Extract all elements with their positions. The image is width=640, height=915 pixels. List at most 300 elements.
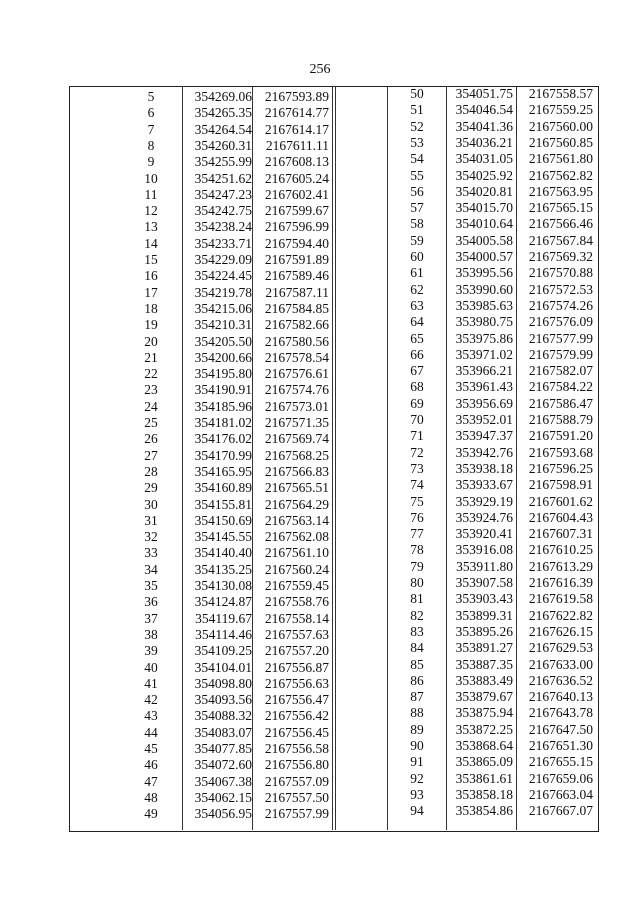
point-number: 46 [144, 757, 158, 773]
table-row [69, 184, 599, 200]
x-coordinate: 354150.69 [194, 512, 252, 528]
table-row [69, 119, 599, 135]
point-number: 73 [410, 460, 424, 476]
table-row [69, 738, 599, 754]
x-coordinate: 353875.94 [455, 705, 513, 721]
point-number: 26 [144, 431, 158, 447]
y-coordinate: 2167566.46 [528, 216, 593, 232]
table-row [69, 86, 599, 102]
table-row [69, 151, 599, 167]
table-row [69, 673, 599, 689]
y-coordinate: 2167667.07 [528, 803, 593, 819]
x-coordinate: 354051.75 [455, 86, 513, 101]
x-coordinate: 354205.50 [194, 333, 252, 349]
point-number: 23 [144, 382, 158, 398]
table-row [69, 510, 599, 526]
x-coordinate: 353899.31 [455, 607, 513, 623]
x-coordinate: 353916.08 [455, 542, 513, 558]
y-coordinate: 2167584.85 [264, 300, 329, 316]
table-row [69, 200, 599, 216]
y-coordinate: 2167556.42 [264, 708, 329, 724]
point-number: 71 [410, 428, 424, 444]
x-coordinate: 354041.36 [455, 118, 513, 134]
x-coordinate: 354219.78 [194, 284, 252, 300]
x-coordinate: 354229.09 [194, 252, 252, 267]
table-row [69, 542, 599, 558]
y-coordinate: 2167633.00 [528, 656, 593, 672]
point-number: 90 [410, 738, 424, 753]
table-row [69, 102, 599, 118]
point-number: 61 [410, 265, 424, 281]
x-coordinate: 354242.75 [194, 203, 252, 219]
x-coordinate: 353924.76 [455, 509, 513, 525]
y-coordinate: 2167558.14 [264, 610, 329, 626]
y-coordinate: 2167626.15 [528, 623, 593, 639]
x-coordinate: 353942.76 [455, 444, 513, 460]
x-coordinate: 354140.40 [194, 545, 252, 561]
y-coordinate: 2167557.99 [264, 806, 329, 822]
table-row [69, 591, 599, 607]
y-coordinate: 2167571.35 [264, 415, 329, 430]
y-coordinate: 2167556.45 [264, 724, 329, 740]
table-row [69, 608, 599, 624]
point-number: 93 [410, 786, 424, 802]
x-coordinate: 354088.32 [194, 708, 252, 724]
point-number: 39 [144, 643, 158, 659]
table-row [69, 771, 599, 787]
point-number: 21 [144, 349, 158, 365]
y-coordinate: 2167556.47 [264, 692, 329, 708]
y-coordinate: 2167589.46 [264, 268, 329, 284]
point-number: 62 [410, 281, 424, 297]
y-coordinate: 2167563.95 [528, 183, 593, 199]
x-coordinate: 353868.64 [455, 738, 513, 753]
x-coordinate: 354160.89 [194, 480, 252, 496]
x-coordinate: 353891.27 [455, 640, 513, 656]
y-coordinate: 2167616.39 [528, 575, 593, 590]
x-coordinate: 353971.02 [455, 346, 513, 362]
y-coordinate: 2167557.09 [264, 773, 329, 789]
table-row [69, 314, 599, 330]
point-number: 42 [144, 692, 158, 708]
table-row [69, 575, 599, 591]
point-number: 53 [410, 134, 424, 150]
x-coordinate: 354251.62 [194, 170, 252, 186]
point-number: 72 [410, 444, 424, 460]
point-number: 86 [410, 672, 424, 688]
point-number: 92 [410, 770, 424, 786]
x-coordinate: 354260.31 [194, 137, 252, 153]
x-coordinate: 353907.58 [455, 575, 513, 590]
y-coordinate: 2167556.80 [264, 757, 329, 773]
y-coordinate: 2167560.00 [528, 118, 593, 134]
point-number: 13 [144, 219, 158, 235]
point-number: 34 [144, 561, 158, 577]
y-coordinate: 2167587.11 [265, 284, 329, 300]
x-coordinate: 354056.95 [194, 806, 252, 822]
x-coordinate: 354114.46 [195, 626, 252, 642]
table-row [69, 347, 599, 363]
point-number: 19 [144, 317, 158, 333]
point-number: 77 [410, 526, 424, 542]
y-coordinate: 2167574.76 [264, 382, 329, 398]
point-number: 8 [147, 137, 155, 153]
y-coordinate: 2167655.15 [528, 754, 593, 770]
y-coordinate: 2167556.87 [264, 659, 329, 675]
y-coordinate: 2167582.07 [528, 363, 593, 379]
point-number: 66 [410, 346, 424, 362]
point-number: 52 [410, 118, 424, 134]
point-number: 81 [410, 591, 424, 607]
y-coordinate: 2167659.06 [528, 770, 593, 786]
x-coordinate: 354247.23 [194, 186, 252, 202]
point-number: 47 [144, 773, 158, 789]
x-coordinate: 354145.55 [194, 529, 252, 545]
x-coordinate: 353961.43 [455, 379, 513, 395]
x-coordinate: 354181.02 [194, 415, 252, 430]
y-coordinate: 2167561.10 [264, 545, 329, 561]
table-row [69, 265, 599, 281]
point-number: 14 [144, 235, 158, 251]
y-coordinate: 2167582.66 [264, 317, 329, 333]
point-number: 50 [410, 86, 424, 101]
point-number: 11 [144, 186, 158, 202]
y-coordinate: 2167566.83 [264, 463, 329, 479]
table-row [69, 559, 599, 575]
point-number: 16 [144, 268, 158, 284]
table-row [69, 379, 599, 395]
x-coordinate: 354072.60 [194, 757, 252, 773]
point-number: 57 [410, 200, 424, 216]
point-number: 18 [144, 300, 158, 316]
x-coordinate: 354135.25 [194, 561, 252, 577]
point-number: 31 [144, 512, 158, 528]
y-coordinate: 2167560.85 [528, 134, 593, 150]
x-coordinate: 354031.05 [455, 151, 513, 167]
y-coordinate: 2167562.08 [264, 529, 329, 545]
point-number: 12 [144, 203, 158, 219]
y-coordinate: 2167619.58 [528, 591, 593, 607]
y-coordinate: 2167594.40 [264, 235, 329, 251]
y-coordinate: 2167591.89 [264, 252, 329, 267]
y-coordinate: 2167558.57 [528, 86, 593, 101]
point-number: 84 [410, 640, 424, 656]
y-coordinate: 2167605.24 [264, 170, 329, 186]
y-coordinate: 2167611.11 [265, 137, 329, 153]
y-coordinate: 2167591.20 [528, 428, 593, 444]
y-coordinate: 2167593.68 [528, 444, 593, 460]
y-coordinate: 2167565.51 [264, 480, 329, 496]
x-coordinate: 354005.58 [455, 232, 513, 248]
x-coordinate: 354269.06 [194, 89, 252, 104]
x-coordinate: 354000.57 [455, 249, 513, 264]
x-coordinate: 354233.71 [194, 235, 252, 251]
x-coordinate: 354130.08 [194, 578, 252, 593]
point-number: 78 [410, 542, 424, 558]
x-coordinate: 353903.43 [455, 591, 513, 607]
y-coordinate: 2167557.63 [264, 626, 329, 642]
point-number: 56 [410, 183, 424, 199]
point-number: 17 [144, 284, 158, 300]
point-number: 65 [410, 330, 424, 346]
x-coordinate: 353872.25 [455, 721, 513, 737]
x-coordinate: 354109.25 [194, 643, 252, 659]
point-number: 33 [144, 545, 158, 561]
point-number: 48 [144, 789, 158, 805]
y-coordinate: 2167640.13 [528, 689, 593, 705]
x-coordinate: 353985.63 [455, 297, 513, 313]
y-coordinate: 2167607.31 [528, 526, 593, 542]
table-row [69, 526, 599, 542]
y-coordinate: 2167558.76 [264, 594, 329, 610]
y-coordinate: 2167622.82 [528, 607, 593, 623]
y-coordinate: 2167574.26 [528, 297, 593, 313]
y-coordinate: 2167567.84 [528, 232, 593, 248]
y-coordinate: 2167579.99 [528, 346, 593, 362]
point-number: 67 [410, 363, 424, 379]
y-coordinate: 2167559.25 [528, 102, 593, 118]
point-number: 25 [144, 415, 158, 430]
point-number: 7 [147, 121, 155, 137]
table-row [69, 803, 599, 819]
x-coordinate: 353858.18 [455, 786, 513, 802]
table-row [69, 787, 599, 803]
y-coordinate: 2167570.88 [528, 265, 593, 281]
x-coordinate: 354124.87 [194, 594, 252, 610]
x-coordinate: 353956.69 [455, 395, 513, 411]
y-coordinate: 2167578.54 [264, 349, 329, 365]
y-coordinate: 2167598.91 [528, 477, 593, 493]
x-coordinate: 354170.99 [194, 447, 252, 463]
x-coordinate: 354190.91 [194, 382, 252, 398]
table-row [69, 396, 599, 412]
x-coordinate: 353887.35 [455, 656, 513, 672]
x-coordinate: 353933.67 [455, 477, 513, 493]
y-coordinate: 2167604.43 [528, 509, 593, 525]
point-number: 68 [410, 379, 424, 395]
point-number: 89 [410, 721, 424, 737]
x-coordinate: 354119.67 [195, 610, 252, 626]
point-number: 36 [144, 594, 158, 610]
y-coordinate: 2167580.56 [264, 333, 329, 349]
point-number: 5 [147, 89, 155, 104]
point-number: 9 [147, 154, 155, 170]
point-number: 82 [410, 607, 424, 623]
y-coordinate: 2167596.25 [528, 460, 593, 476]
point-number: 75 [410, 493, 424, 509]
table-row [69, 233, 599, 249]
point-number: 32 [144, 529, 158, 545]
point-number: 91 [410, 754, 424, 770]
y-coordinate: 2167588.79 [528, 412, 593, 427]
y-coordinate: 2167643.78 [528, 705, 593, 721]
y-coordinate: 2167576.09 [528, 314, 593, 330]
y-coordinate: 2167560.24 [264, 561, 329, 577]
x-coordinate: 353952.01 [455, 412, 513, 427]
y-coordinate: 2167601.62 [528, 493, 593, 509]
table-row [69, 168, 599, 184]
x-coordinate: 353980.75 [455, 314, 513, 330]
x-coordinate: 354200.66 [194, 349, 252, 365]
x-coordinate: 354015.70 [455, 200, 513, 216]
y-coordinate: 2167556.63 [264, 675, 329, 691]
point-number: 41 [144, 675, 158, 691]
coordinate-table [69, 86, 599, 832]
point-number: 6 [147, 105, 155, 121]
table-row [69, 249, 599, 265]
y-coordinate: 2167613.29 [528, 558, 593, 574]
y-coordinate: 2167651.30 [528, 738, 593, 753]
x-coordinate: 354185.96 [194, 398, 252, 414]
y-coordinate: 2167610.25 [528, 542, 593, 558]
table-row [69, 298, 599, 314]
x-coordinate: 354165.95 [194, 463, 252, 479]
x-coordinate: 353911.80 [456, 558, 513, 574]
table-row [69, 331, 599, 347]
point-number: 58 [410, 216, 424, 232]
y-coordinate: 2167647.50 [528, 721, 593, 737]
point-number: 27 [144, 447, 158, 463]
y-coordinate: 2167562.82 [528, 167, 593, 183]
y-coordinate: 2167614.77 [264, 105, 329, 121]
table-row [69, 640, 599, 656]
x-coordinate: 353895.26 [455, 623, 513, 639]
point-number: 80 [410, 575, 424, 590]
x-coordinate: 354062.15 [194, 789, 252, 805]
point-number: 63 [410, 297, 424, 313]
point-number: 22 [144, 366, 158, 382]
x-coordinate: 354046.54 [455, 102, 513, 118]
x-coordinate: 354195.80 [194, 366, 252, 382]
y-coordinate: 2167602.41 [264, 186, 329, 202]
y-coordinate: 2167663.04 [528, 786, 593, 802]
point-number: 37 [144, 610, 158, 626]
point-number: 30 [144, 496, 158, 512]
table-row [69, 445, 599, 461]
y-coordinate: 2167596.99 [264, 219, 329, 235]
x-coordinate: 354176.02 [194, 431, 252, 447]
y-coordinate: 2167586.47 [528, 395, 593, 411]
x-coordinate: 353938.18 [455, 460, 513, 476]
x-coordinate: 354010.64 [455, 216, 513, 232]
table-row [69, 461, 599, 477]
point-number: 43 [144, 708, 158, 724]
table-row [69, 477, 599, 493]
y-coordinate: 2167565.15 [528, 200, 593, 216]
point-number: 59 [410, 232, 424, 248]
x-coordinate: 353995.56 [455, 265, 513, 281]
y-coordinate: 2167599.67 [264, 203, 329, 219]
point-number: 88 [410, 705, 424, 721]
point-number: 55 [410, 167, 424, 183]
x-coordinate: 353854.86 [455, 803, 513, 819]
point-number: 35 [144, 578, 158, 593]
table-row [69, 722, 599, 738]
y-coordinate: 2167608.13 [264, 154, 329, 170]
x-coordinate: 354210.31 [194, 317, 252, 333]
x-coordinate: 353920.41 [455, 526, 513, 542]
table-row [69, 754, 599, 770]
x-coordinate: 353990.60 [455, 281, 513, 297]
point-number: 51 [410, 102, 424, 118]
point-number: 87 [410, 689, 424, 705]
y-coordinate: 2167593.89 [264, 89, 329, 104]
y-coordinate: 2167573.01 [264, 398, 329, 414]
table-row [69, 135, 599, 151]
point-number: 38 [144, 626, 158, 642]
table-row [69, 657, 599, 673]
x-coordinate: 354264.54 [194, 121, 252, 137]
x-coordinate: 353865.09 [455, 754, 513, 770]
y-coordinate: 2167559.45 [264, 578, 329, 593]
y-coordinate: 2167569.74 [264, 431, 329, 447]
point-number: 15 [144, 252, 158, 267]
point-number: 74 [410, 477, 424, 493]
x-coordinate: 354020.81 [455, 183, 513, 199]
y-coordinate: 2167636.52 [528, 672, 593, 688]
point-number: 76 [410, 509, 424, 525]
y-coordinate: 2167569.32 [528, 249, 593, 264]
x-coordinate: 354077.85 [194, 741, 252, 756]
y-coordinate: 2167556.58 [264, 741, 329, 756]
point-number: 40 [144, 659, 158, 675]
page-number: 256 [309, 62, 331, 77]
table-row [69, 216, 599, 232]
x-coordinate: 353929.19 [455, 493, 513, 509]
point-number: 85 [410, 656, 424, 672]
table-row [69, 624, 599, 640]
x-coordinate: 353975.86 [455, 330, 513, 346]
y-coordinate: 2167576.61 [264, 366, 329, 382]
y-coordinate: 2167577.99 [528, 330, 593, 346]
x-coordinate: 354224.45 [194, 268, 252, 284]
x-coordinate: 354265.35 [194, 105, 252, 121]
table-row [69, 705, 599, 721]
table-row [69, 282, 599, 298]
point-number: 28 [144, 463, 158, 479]
table-row [69, 494, 599, 510]
x-coordinate: 353966.21 [455, 363, 513, 379]
x-coordinate: 354255.99 [194, 154, 252, 170]
table-row [69, 689, 599, 705]
table-row [69, 412, 599, 428]
y-coordinate: 2167557.50 [264, 789, 329, 805]
x-coordinate: 354098.80 [194, 675, 252, 691]
point-number: 54 [410, 151, 424, 167]
point-number: 70 [410, 412, 424, 427]
table-row [69, 428, 599, 444]
point-number: 10 [144, 170, 158, 186]
point-number: 45 [144, 741, 158, 756]
x-coordinate: 353883.49 [455, 672, 513, 688]
y-coordinate: 2167563.14 [264, 512, 329, 528]
point-number: 79 [410, 558, 424, 574]
y-coordinate: 2167614.17 [264, 121, 329, 137]
y-coordinate: 2167629.53 [528, 640, 593, 656]
x-coordinate: 354067.38 [194, 773, 252, 789]
y-coordinate: 2167564.29 [264, 496, 329, 512]
x-coordinate: 354083.07 [194, 724, 252, 740]
point-number: 29 [144, 480, 158, 496]
x-coordinate: 354215.06 [194, 300, 252, 316]
y-coordinate: 2167557.20 [264, 643, 329, 659]
point-number: 24 [144, 398, 158, 414]
y-coordinate: 2167561.80 [528, 151, 593, 167]
x-coordinate: 354155.81 [194, 496, 252, 512]
y-coordinate: 2167572.53 [528, 281, 593, 297]
point-number: 60 [410, 249, 424, 264]
point-number: 83 [410, 623, 424, 639]
